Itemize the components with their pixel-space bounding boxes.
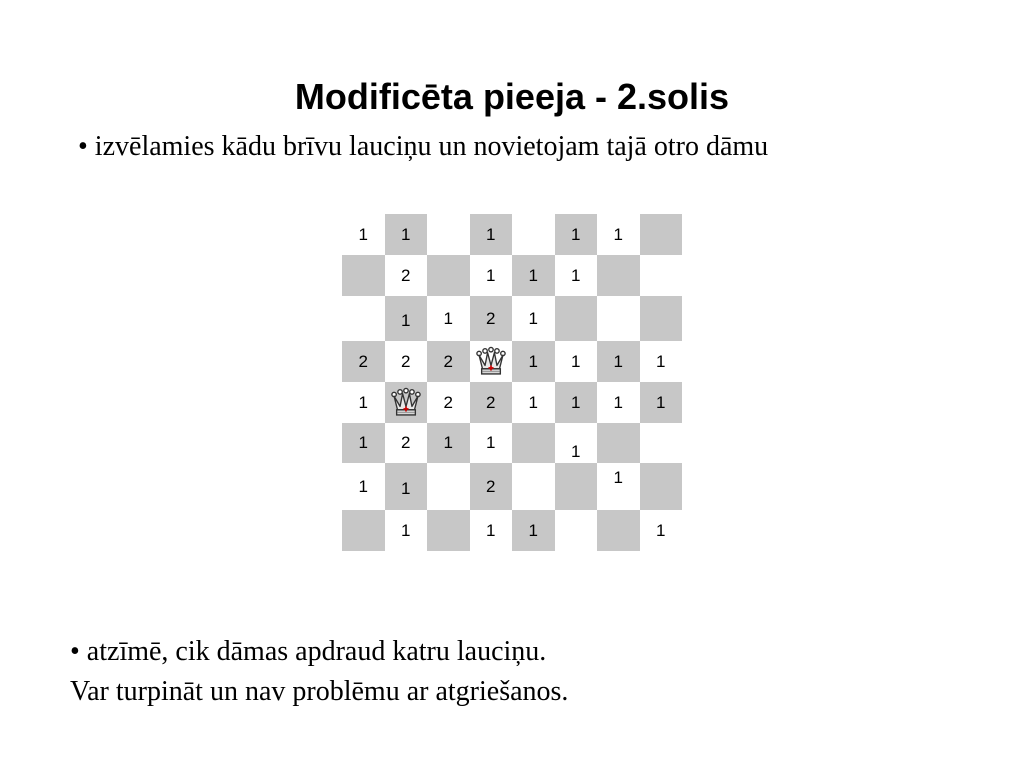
attack-count: 1 [443,433,453,452]
board-cell [555,510,598,551]
board-cell [470,296,513,341]
board-cell [342,423,385,463]
attack-count: 1 [358,433,368,452]
board-cell [640,341,683,382]
attack-count: 2 [401,265,411,285]
board-cell [470,510,513,551]
board-cell [640,296,683,341]
attack-count: 1 [358,392,368,412]
board-cell [342,382,385,423]
slide-title: Modificēta pieeja - 2.solis [294,76,730,117]
note-text: Var turpināt un nav problēmu ar atgriešanos. [70,676,569,707]
attack-count: 1 [613,351,623,371]
board-cell [597,423,640,463]
board-cell [597,255,640,296]
board-cell [427,341,470,382]
attack-count: 1 [401,478,411,498]
board-cell [427,296,470,341]
attack-count: 1 [486,265,496,285]
attack-count: 1 [358,224,368,244]
board-cell [512,214,555,255]
board-cell [427,214,470,255]
attack-count: 1 [528,351,538,371]
attack-count: 1 [571,442,581,461]
board-cell [597,510,640,551]
board-cell [512,423,555,463]
board-cell [512,255,555,296]
attack-count: 1 [613,467,623,487]
board-cell [512,510,555,551]
board-cell [385,382,428,423]
attack-count: 1 [528,308,538,328]
board-cell [512,382,555,423]
attack-count: 1 [528,520,538,540]
board-cell [640,510,683,551]
board-cell [342,341,385,382]
attack-count: 1 [401,224,411,244]
attack-count: 2 [401,433,411,452]
board-cell [427,463,470,510]
attack-count: 1 [401,310,411,330]
attack-count: 1 [571,265,581,285]
attack-count: 1 [613,392,623,412]
attack-count: 2 [443,392,453,412]
board-cell [342,214,385,255]
board-cell [427,255,470,296]
attack-count: 1 [571,351,581,371]
board-cell [512,341,555,382]
board-cell [597,214,640,255]
attack-count: 2 [486,392,496,412]
attack-count: 1 [528,265,538,285]
board-cell [640,423,683,463]
bottom-text [70,632,568,712]
attack-count: 1 [613,224,623,244]
attack-count: 1 [486,224,496,244]
board-cell [427,423,470,463]
board-cell [427,382,470,423]
attack-count: 2 [486,308,496,328]
chess-queen-icon [474,345,508,379]
board-cell [555,341,598,382]
attack-count: 2 [401,351,411,371]
attack-count: 1 [528,392,538,412]
board-cell [470,463,513,510]
board-cell [640,463,683,510]
board-cell [597,341,640,382]
board-cell [385,296,428,341]
attack-count: 1 [571,224,581,244]
board-cell [597,382,640,423]
attack-count: 2 [443,351,453,371]
board-cell [512,296,555,341]
bullet-text-2: • atzīmē, cik dāmas apdraud katru lauciņu. [70,636,547,667]
board-cell [555,214,598,255]
attack-count: 2 [486,476,496,496]
board-cell [555,382,598,423]
board-cell [470,255,513,296]
board-cell [470,341,513,382]
board-cell [385,423,428,463]
board-cell [512,463,555,510]
attack-count: 1 [401,520,411,540]
attack-count: 1 [656,351,666,371]
board-cell [555,463,598,510]
board-cell [555,296,598,341]
board-cell [385,214,428,255]
board-cell [470,382,513,423]
attack-count: 1 [656,392,666,412]
board-cell [342,296,385,341]
board-cell [385,255,428,296]
board-cell [342,255,385,296]
board-cell [342,510,385,551]
chess-board [342,214,682,551]
board-cell [385,510,428,551]
board-cell [385,463,428,510]
board-cell [597,463,640,510]
attack-count: 1 [656,520,666,540]
attack-count: 1 [358,476,368,496]
board-cell [640,255,683,296]
board-cell [470,423,513,463]
board-cell [470,214,513,255]
board-cell [640,214,683,255]
board-cell [342,463,385,510]
attack-count: 1 [443,308,453,328]
board-cell [385,341,428,382]
board-cell [555,255,598,296]
attack-count: 1 [486,433,496,452]
attack-count: 1 [571,392,581,412]
attack-count: 2 [358,351,368,371]
board-cell [555,423,598,463]
chess-queen-icon [389,386,423,420]
board-cell [597,296,640,341]
bullet-text-1: • izvēlamies kādu brīvu lauciņu un novietojam tajā otro dāmu [78,131,769,162]
attack-count: 1 [486,520,496,540]
board-cell [640,382,683,423]
board-cell [427,510,470,551]
